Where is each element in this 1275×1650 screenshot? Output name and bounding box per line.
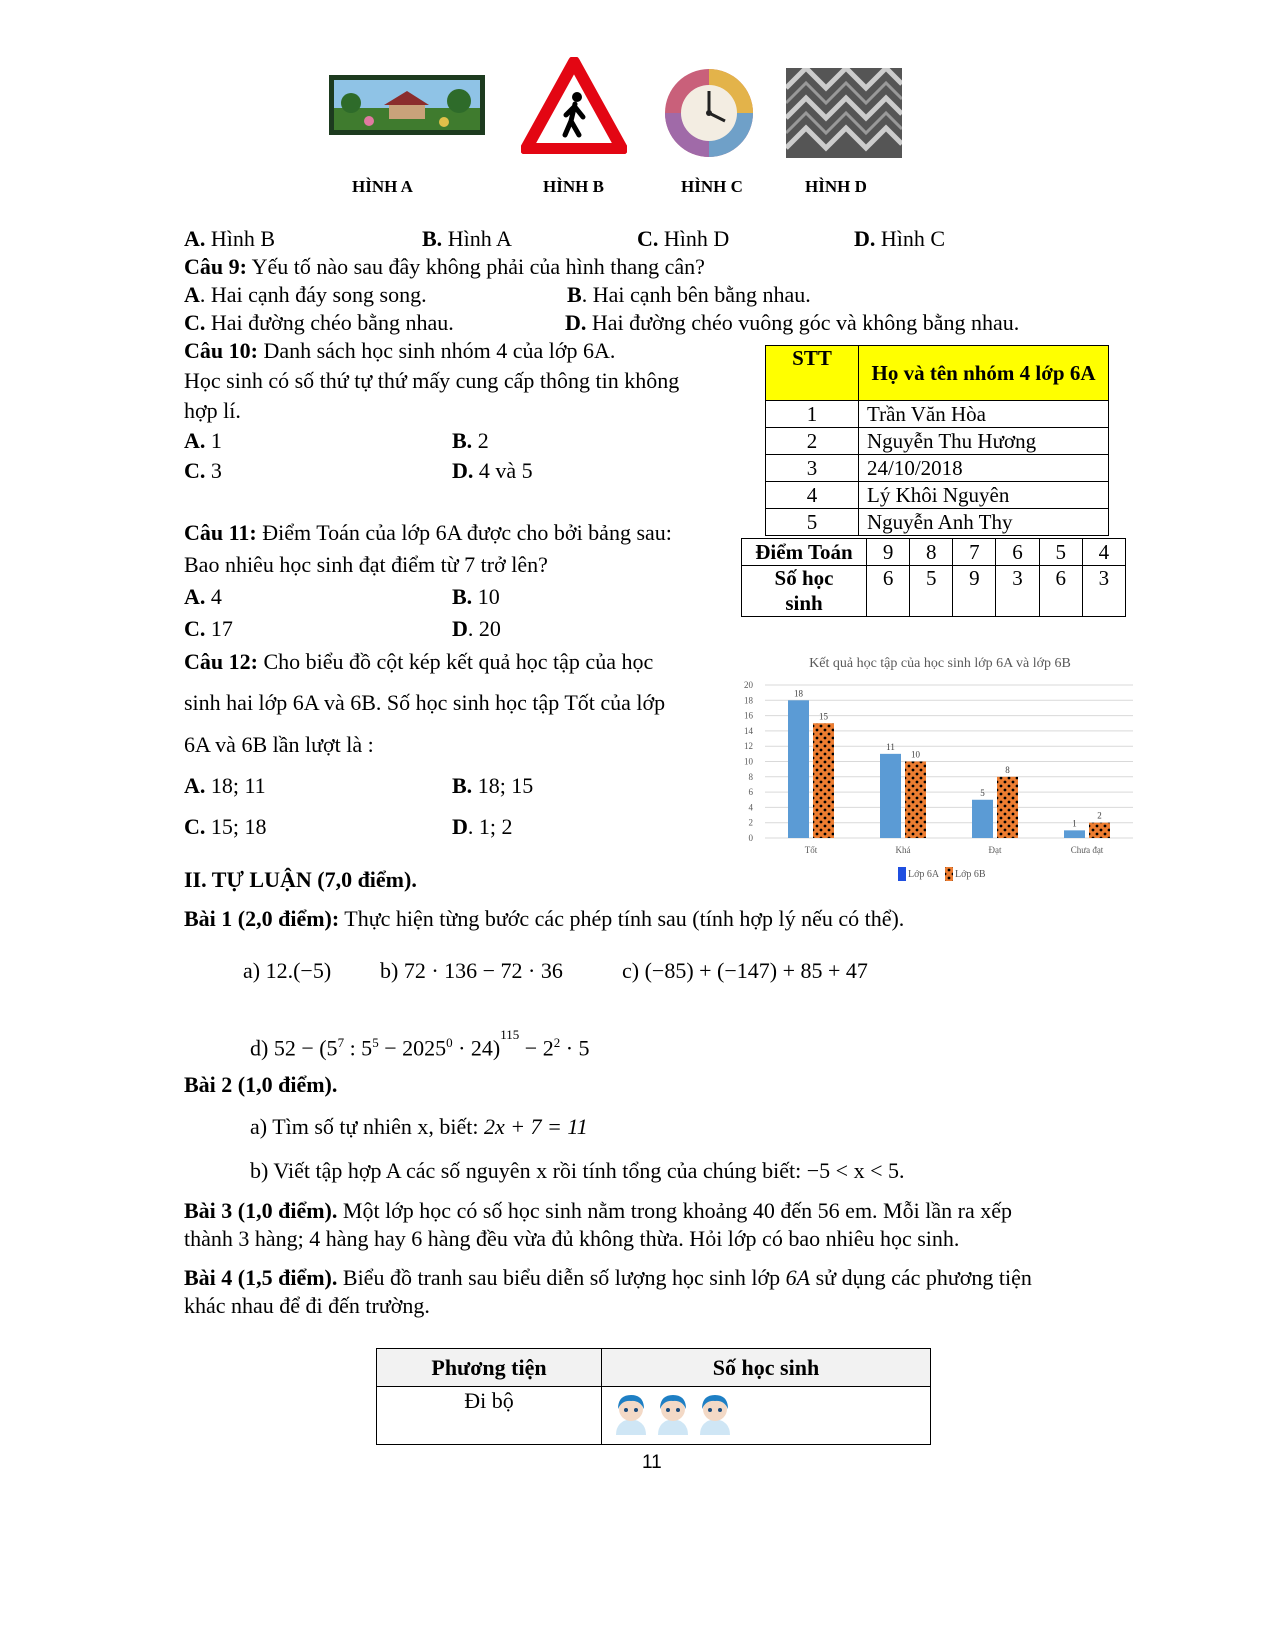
bai4-row-walk: Đi bộ [377,1387,602,1445]
y-tick-label: 20 [744,680,753,690]
q8-option-d: D. Hình C [854,226,946,251]
bar-6b-1 [905,762,926,839]
legend-6b-label: Lớp 6B [955,869,986,880]
table-cell: 5 [1039,539,1082,566]
q10-option-c: C. 3 [184,458,222,483]
bar-data-label: 10 [911,749,920,760]
bai1-c: c) (−85) + (−147) + 85 + 47 [622,958,868,983]
q8-option-b: B. Hình A [422,226,512,251]
y-tick-label: 16 [744,710,753,721]
figure-b [521,57,627,154]
bai4-header-vehicle: Phương tiện [377,1349,602,1387]
figure-a [329,75,485,135]
q11-table-header-score: Điểm Toán [742,539,867,566]
bai4-line2: khác nhau để đi đến trường. [184,1293,430,1318]
page-number: 11 [642,1452,662,1473]
q10-option-b: B. 2 [452,428,489,453]
legend-6b-swatch [945,867,953,881]
bai2-b: b) Viết tập hợp A các số nguyên x rồi tính tổng của chúng biết: −5 < x < 5. [250,1158,905,1183]
table-cell: Trần Văn Hòa [859,401,1109,428]
bar-6b-2 [997,777,1018,838]
table-row [766,509,1109,536]
table-cell: 1 [766,401,859,428]
q11-option-b: B. 10 [452,584,500,609]
bai1-d: d) $52 - (5^7$ : $5^5 - 2025^0 \cdot 24)^{115} - 2^2 \cdot 5$ [250,1027,590,1061]
y-tick-label: 8 [748,771,753,782]
painting-icon [329,75,485,135]
q10-line2: Học sinh có số thứ tự thứ mấy cung cấp thông tin không [184,368,680,393]
q8-option-a: A. Hình B [184,226,276,251]
bar-data-label: 18 [794,688,803,699]
clock-icon [663,67,755,159]
student-icon [610,1391,652,1441]
table-cell: 4 [766,482,859,509]
q12-line3: 6A và 6B lần lượt là : [184,732,374,757]
q10-table-header-name: Họ và tên nhóm 4 lớp 6A [859,346,1109,401]
q10-question: Câu 10: Danh sách học sinh nhóm 4 của lớp 6A. [184,338,616,363]
legend-6a-swatch [898,867,906,881]
y-tick-label: 14 [744,725,753,736]
table-row [766,455,1109,482]
table-row [766,428,1109,455]
bar-data-label: 5 [980,787,985,798]
bar-6a-2 [972,800,993,838]
table-cell: 5 [766,509,859,536]
table-row [766,482,1109,509]
legend-6a-label: Lớp 6A [908,869,940,880]
q11-table [741,538,1126,617]
figure-b-caption: HÌNH B [543,177,604,196]
q9-option-c: C. Hai đường chéo bằng nhau. [184,310,454,335]
q9-question: Câu 9: Yếu tố nào sau đây không phải của hình thang cân? [184,254,705,279]
bai1-title: Bài 1 (2,0 điểm): Thực hiện từng bước các phép tính sau (tính hợp lý nếu có thể). [184,906,905,931]
part2-title: II. TỰ LUẬN (7,0 điểm). [184,867,417,892]
table-cell: 6 [1039,566,1082,617]
x-category-label: Đạt [988,845,1002,855]
table-cell: 3 [996,566,1039,617]
y-tick-label: 18 [744,695,753,706]
table-cell: 9 [953,566,996,617]
table-cell: 3 [1082,566,1125,617]
bai4-table [376,1348,931,1445]
table-cell: Nguyễn Thu Hương [859,428,1109,455]
q11-question: Câu 11: Điểm Toán của lớp 6A được cho bởi bảng sau: [184,520,672,545]
results-bar-chart [735,648,1135,888]
student-icon [652,1391,694,1441]
bai3-line1: Bài 3 (1,0 điểm). Một lớp học có số học sinh nằm trong khoảng 40 đến 56 em. Mỗi lần ra xếp [184,1198,1012,1223]
q12-question: Câu 12: Cho biểu đồ cột kép kết quả học tập của học [184,649,654,674]
q10-option-a: A. 1 [184,428,222,453]
table-cell: Lý Khôi Nguyên [859,482,1109,509]
bai4-icons-cell [602,1387,931,1445]
q12-line2: sinh hai lớp 6A và 6B. Số học sinh học tập Tốt của lớp [184,690,666,715]
table-cell: 6 [867,566,910,617]
table-row [766,401,1109,428]
figure-a-caption: HÌNH A [352,177,413,196]
y-tick-label: 6 [748,787,753,798]
bar-data-label: 2 [1097,810,1102,821]
y-tick-label: 10 [744,756,753,767]
table-cell: 24/10/2018 [859,455,1109,482]
figure-c [663,67,755,159]
table-cell: 8 [910,539,953,566]
bai4-line1: Bài 4 (1,5 điểm). Biểu đồ tranh sau biểu diễn số lượng học sinh lớp 6A sử dụng các phương tiện [184,1265,1032,1290]
bai2-a: a) Tìm số tự nhiên x, biết: 2x + 7 = 11 [250,1114,588,1139]
table-cell: 9 [867,539,910,566]
table-cell: 7 [953,539,996,566]
figure-d-caption: HÌNH D [805,177,867,196]
q12-option-d: D. 1; 2 [452,814,513,839]
bar-data-label: 11 [886,741,895,752]
bar-data-label: 1 [1072,818,1077,829]
bai3-line2: thành 3 hàng; 4 hàng hay 6 hàng đều vừa đủ không thừa. Hỏi lớp có bao nhiêu học sinh. [184,1226,960,1251]
y-tick-label: 0 [748,833,753,843]
q9-option-d: D. Hai đường chéo vuông góc và không bằng nhau. [565,310,1020,335]
q10-option-d: D. 4 và 5 [452,458,533,483]
bar-6a-0 [788,700,809,838]
table-cell: 5 [910,566,953,617]
table-cell: 4 [1082,539,1125,566]
q11-table-header-count: Số học sinh [742,566,867,617]
bar-6a-3 [1064,830,1085,838]
y-tick-label: 4 [748,802,753,813]
figure-c-caption: HÌNH C [681,177,743,196]
table-cell: 2 [766,428,859,455]
bai1-a: a) 12.(−5) [243,958,332,983]
q11-option-c: C. 17 [184,616,233,641]
student-icon [694,1391,736,1441]
table-cell: Nguyễn Anh Thy [859,509,1109,536]
bai4-header-count: Số học sinh [602,1349,931,1387]
bar-6b-0 [813,723,834,838]
x-category-label: Chưa đạt [1070,845,1104,855]
table-cell: 3 [766,455,859,482]
q9-option-b: B. Hai cạnh bên bằng nhau. [567,282,811,307]
q11-option-d: D. 20 [452,616,501,641]
y-tick-label: 12 [744,741,753,752]
q8-option-c: C. Hình D [637,226,730,251]
q12-option-b: B. 18; 15 [452,773,534,798]
figure-d [786,68,902,158]
bar-6b-3 [1089,823,1110,838]
table-cell: 6 [996,539,1039,566]
q12-option-c: C. 15; 18 [184,814,267,839]
x-category-label: Tốt [804,845,818,855]
q10-line3: hợp lí. [184,398,241,423]
glass-pattern-icon [786,68,902,158]
bar-data-label: 8 [1005,764,1010,775]
pedestrian-sign-icon [521,57,627,154]
bai2-title: Bài 2 (1,0 điểm). [184,1072,338,1097]
y-tick-label: 2 [748,817,753,828]
q9-option-a: A. Hai cạnh đáy song song. [184,282,427,307]
q11-line2: Bao nhiêu học sinh đạt điểm từ 7 trở lên? [184,552,548,577]
q12-option-a: A. 18; 11 [184,773,266,798]
q10-table [765,345,1109,536]
q11-option-a: A. 4 [184,584,222,609]
bar-data-label: 15 [819,711,828,722]
x-category-label: Khá [895,845,911,855]
bai1-b: b) 72 · 136 − 72 · 36 [380,958,563,983]
chart-title: Kết quả học tập của học sinh lớp 6A và lớp 6B [809,656,1071,671]
q10-table-header-stt: STT [766,346,859,401]
bar-6a-1 [880,754,901,838]
